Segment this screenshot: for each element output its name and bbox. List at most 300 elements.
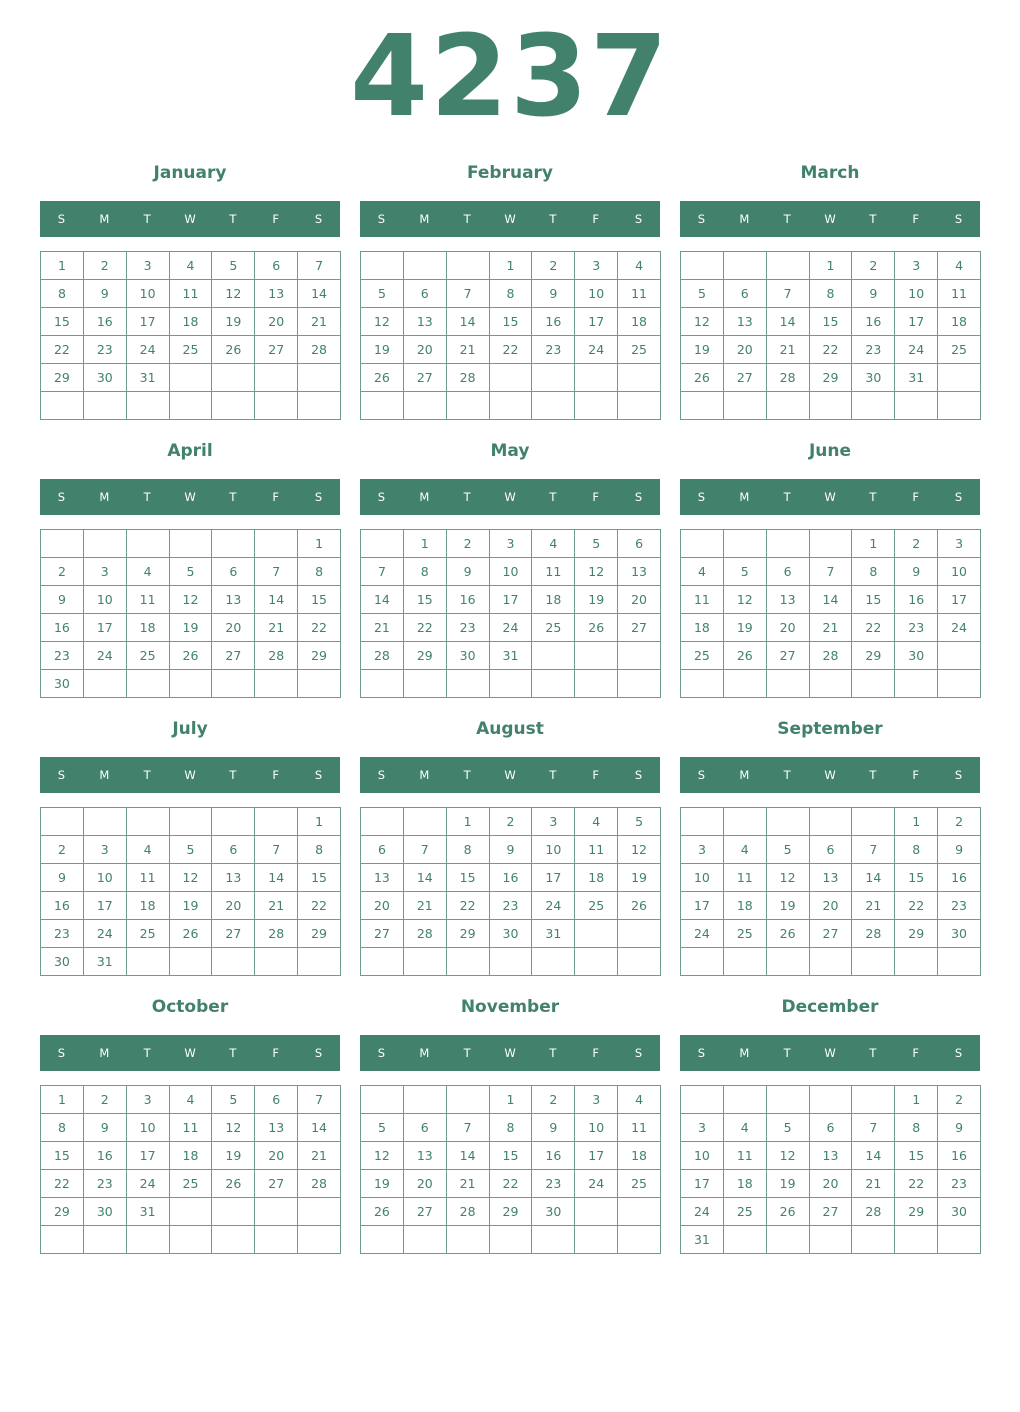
- weekday-label: M: [99, 490, 110, 504]
- day-cell: 26: [170, 642, 213, 670]
- day-cell: 21: [255, 614, 298, 642]
- day-cell: 13: [404, 1142, 447, 1170]
- day-cell: 15: [447, 864, 490, 892]
- weekday-label: S: [377, 1046, 386, 1060]
- weekday-label: M: [99, 212, 110, 226]
- day-cell: 12: [212, 280, 255, 308]
- day-cell: 20: [212, 614, 255, 642]
- day-cell: 30: [490, 920, 533, 948]
- day-cell: 8: [895, 1114, 938, 1142]
- empty-day-cell: [298, 948, 341, 976]
- day-cell: 3: [84, 558, 127, 586]
- day-cell: 19: [361, 336, 404, 364]
- day-cell: 20: [724, 336, 767, 364]
- day-cell: 28: [255, 920, 298, 948]
- day-cell: 28: [767, 364, 810, 392]
- empty-day-cell: [490, 392, 533, 420]
- month-name: February: [466, 163, 554, 183]
- weekday-label: S: [377, 212, 386, 226]
- empty-day-cell: [404, 252, 447, 280]
- empty-day-cell: [490, 948, 533, 976]
- day-cell: 24: [84, 920, 127, 948]
- day-cell: 29: [41, 364, 84, 392]
- day-cell: 26: [361, 1198, 404, 1226]
- weekday-header: [680, 1035, 980, 1071]
- day-cell: 23: [532, 1170, 575, 1198]
- empty-day-cell: [361, 1086, 404, 1114]
- day-cell: 16: [938, 1142, 981, 1170]
- month-name: June: [808, 441, 852, 461]
- day-cell: 15: [41, 308, 84, 336]
- day-cell: 21: [404, 892, 447, 920]
- empty-day-cell: [212, 670, 255, 698]
- day-cell: 4: [127, 836, 170, 864]
- day-cell: 31: [84, 948, 127, 976]
- weekday-label: W: [184, 490, 196, 504]
- empty-day-cell: [170, 670, 213, 698]
- weekday-label: W: [824, 768, 836, 782]
- day-cell: 4: [938, 252, 981, 280]
- day-cell: 25: [724, 920, 767, 948]
- day-cell: 1: [41, 252, 84, 280]
- day-cell: 14: [361, 586, 404, 614]
- day-cell: 11: [618, 280, 661, 308]
- day-cell: 15: [41, 1142, 84, 1170]
- weekday-label: F: [272, 1046, 280, 1060]
- empty-day-cell: [84, 808, 127, 836]
- day-cell: 31: [681, 1226, 724, 1254]
- day-cell: 9: [41, 586, 84, 614]
- empty-day-cell: [575, 670, 618, 698]
- day-cell: 14: [255, 586, 298, 614]
- day-cell: 10: [127, 280, 170, 308]
- day-cell: 18: [724, 892, 767, 920]
- empty-day-cell: [255, 808, 298, 836]
- day-cell: 9: [84, 1114, 127, 1142]
- day-cell: 4: [681, 558, 724, 586]
- weekday-label: S: [57, 1046, 66, 1060]
- weekday-label: T: [549, 1046, 557, 1060]
- day-grid: [40, 251, 341, 420]
- day-cell: 28: [298, 1170, 341, 1198]
- day-cell: 28: [447, 364, 490, 392]
- day-cell: 12: [212, 1114, 255, 1142]
- day-cell: 17: [938, 586, 981, 614]
- day-cell: 15: [852, 586, 895, 614]
- day-cell: 12: [361, 308, 404, 336]
- day-cell: 16: [84, 1142, 127, 1170]
- day-cell: 20: [618, 586, 661, 614]
- day-grid: [40, 807, 341, 976]
- day-cell: 15: [404, 586, 447, 614]
- day-cell: 2: [490, 808, 533, 836]
- day-cell: 5: [212, 252, 255, 280]
- empty-day-cell: [361, 670, 404, 698]
- empty-day-cell: [575, 1198, 618, 1226]
- empty-day-cell: [681, 392, 724, 420]
- day-cell: 13: [255, 1114, 298, 1142]
- day-cell: 27: [212, 920, 255, 948]
- empty-day-cell: [447, 1226, 490, 1254]
- weekday-label: T: [783, 212, 791, 226]
- day-cell: 27: [724, 364, 767, 392]
- day-cell: 6: [255, 1086, 298, 1114]
- day-cell: 17: [84, 614, 127, 642]
- empty-day-cell: [170, 364, 213, 392]
- empty-day-cell: [724, 392, 767, 420]
- day-cell: 20: [255, 1142, 298, 1170]
- empty-day-cell: [895, 1226, 938, 1254]
- day-cell: 6: [810, 1114, 853, 1142]
- day-cell: 23: [532, 336, 575, 364]
- weekday-label: S: [314, 490, 323, 504]
- day-cell: 4: [724, 1114, 767, 1142]
- day-cell: 28: [447, 1198, 490, 1226]
- day-cell: 22: [298, 614, 341, 642]
- day-cell: 13: [618, 558, 661, 586]
- day-cell: 10: [532, 836, 575, 864]
- empty-day-cell: [84, 530, 127, 558]
- empty-day-cell: [618, 364, 661, 392]
- empty-day-cell: [170, 1226, 213, 1254]
- day-cell: 5: [724, 558, 767, 586]
- day-cell: 12: [767, 1142, 810, 1170]
- empty-day-cell: [810, 948, 853, 976]
- weekday-label: S: [697, 768, 706, 782]
- empty-day-cell: [767, 252, 810, 280]
- day-cell: 3: [681, 836, 724, 864]
- day-cell: 24: [127, 336, 170, 364]
- day-cell: 10: [681, 1142, 724, 1170]
- empty-day-cell: [618, 1198, 661, 1226]
- day-cell: 10: [938, 558, 981, 586]
- day-cell: 17: [681, 892, 724, 920]
- empty-day-cell: [490, 364, 533, 392]
- day-cell: 22: [447, 892, 490, 920]
- day-cell: 21: [361, 614, 404, 642]
- day-cell: 11: [938, 280, 981, 308]
- day-cell: 11: [127, 586, 170, 614]
- empty-day-cell: [681, 1086, 724, 1114]
- day-cell: 23: [938, 892, 981, 920]
- day-cell: 26: [767, 1198, 810, 1226]
- day-cell: 17: [681, 1170, 724, 1198]
- day-cell: 16: [447, 586, 490, 614]
- day-cell: 9: [84, 280, 127, 308]
- empty-day-cell: [618, 642, 661, 670]
- day-cell: 7: [361, 558, 404, 586]
- day-cell: 29: [298, 920, 341, 948]
- day-cell: 24: [575, 336, 618, 364]
- day-cell: 24: [84, 642, 127, 670]
- day-cell: 26: [724, 642, 767, 670]
- month-name: July: [172, 719, 208, 739]
- weekday-label: W: [184, 768, 196, 782]
- day-cell: 1: [490, 1086, 533, 1114]
- empty-day-cell: [255, 670, 298, 698]
- empty-day-cell: [298, 1226, 341, 1254]
- empty-day-cell: [84, 670, 127, 698]
- empty-day-cell: [724, 252, 767, 280]
- day-cell: 24: [490, 614, 533, 642]
- empty-day-cell: [810, 530, 853, 558]
- day-cell: 30: [84, 1198, 127, 1226]
- day-cell: 9: [852, 280, 895, 308]
- day-cell: 14: [852, 864, 895, 892]
- day-cell: 28: [255, 642, 298, 670]
- day-cell: 4: [532, 530, 575, 558]
- day-cell: 22: [810, 336, 853, 364]
- day-cell: 6: [767, 558, 810, 586]
- day-cell: 25: [724, 1198, 767, 1226]
- day-cell: 23: [490, 892, 533, 920]
- empty-day-cell: [361, 392, 404, 420]
- day-cell: 12: [724, 586, 767, 614]
- empty-day-cell: [170, 948, 213, 976]
- day-cell: 27: [361, 920, 404, 948]
- empty-day-cell: [938, 392, 981, 420]
- weekday-header: [360, 201, 660, 237]
- day-cell: 1: [490, 252, 533, 280]
- empty-day-cell: [361, 1226, 404, 1254]
- empty-day-cell: [298, 364, 341, 392]
- weekday-header: [40, 757, 340, 793]
- weekday-label: T: [869, 768, 877, 782]
- day-cell: 16: [895, 586, 938, 614]
- day-cell: 23: [41, 920, 84, 948]
- day-cell: 1: [895, 808, 938, 836]
- day-cell: 7: [298, 252, 341, 280]
- day-cell: 5: [681, 280, 724, 308]
- month-name: May: [490, 441, 530, 461]
- day-cell: 20: [810, 892, 853, 920]
- day-cell: 6: [404, 280, 447, 308]
- day-cell: 19: [575, 586, 618, 614]
- empty-day-cell: [170, 1198, 213, 1226]
- empty-day-cell: [361, 948, 404, 976]
- day-cell: 1: [404, 530, 447, 558]
- empty-day-cell: [810, 808, 853, 836]
- day-cell: 2: [532, 1086, 575, 1114]
- day-cell: 20: [767, 614, 810, 642]
- empty-day-cell: [255, 392, 298, 420]
- weekday-label: F: [272, 212, 280, 226]
- empty-day-cell: [404, 1086, 447, 1114]
- day-cell: 1: [447, 808, 490, 836]
- day-cell: 21: [298, 308, 341, 336]
- day-cell: 1: [298, 808, 341, 836]
- day-cell: 25: [618, 1170, 661, 1198]
- day-cell: 14: [447, 308, 490, 336]
- day-cell: 15: [895, 1142, 938, 1170]
- day-cell: 12: [170, 864, 213, 892]
- day-cell: 16: [490, 864, 533, 892]
- empty-day-cell: [852, 670, 895, 698]
- empty-day-cell: [298, 392, 341, 420]
- day-cell: 3: [84, 836, 127, 864]
- day-cell: 31: [532, 920, 575, 948]
- month-name: January: [153, 163, 227, 183]
- day-cell: 18: [170, 1142, 213, 1170]
- day-cell: 25: [127, 642, 170, 670]
- day-cell: 28: [404, 920, 447, 948]
- day-cell: 13: [810, 1142, 853, 1170]
- weekday-label: S: [697, 490, 706, 504]
- day-cell: 13: [767, 586, 810, 614]
- day-cell: 7: [852, 1114, 895, 1142]
- empty-day-cell: [212, 364, 255, 392]
- weekday-label: S: [314, 212, 323, 226]
- day-cell: 26: [212, 1170, 255, 1198]
- day-cell: 19: [681, 336, 724, 364]
- day-cell: 18: [681, 614, 724, 642]
- day-cell: 27: [404, 1198, 447, 1226]
- day-cell: 27: [255, 1170, 298, 1198]
- day-grid: [360, 807, 661, 976]
- day-cell: 7: [298, 1086, 341, 1114]
- weekday-label: T: [783, 1046, 791, 1060]
- day-cell: 14: [767, 308, 810, 336]
- weekday-label: F: [912, 490, 920, 504]
- weekday-label: M: [419, 212, 430, 226]
- empty-day-cell: [895, 670, 938, 698]
- day-cell: 16: [41, 614, 84, 642]
- empty-day-cell: [724, 1226, 767, 1254]
- day-cell: 2: [41, 836, 84, 864]
- empty-day-cell: [41, 392, 84, 420]
- day-cell: 8: [895, 836, 938, 864]
- weekday-label: T: [143, 212, 151, 226]
- day-cell: 30: [84, 364, 127, 392]
- day-cell: 10: [575, 1114, 618, 1142]
- day-cell: 29: [810, 364, 853, 392]
- day-cell: 10: [84, 864, 127, 892]
- weekday-label: T: [229, 490, 237, 504]
- day-cell: 2: [447, 530, 490, 558]
- day-cell: 9: [532, 1114, 575, 1142]
- day-cell: 5: [170, 836, 213, 864]
- day-cell: 26: [575, 614, 618, 642]
- day-cell: 7: [852, 836, 895, 864]
- day-cell: 30: [938, 920, 981, 948]
- day-cell: 17: [490, 586, 533, 614]
- day-cell: 27: [767, 642, 810, 670]
- day-cell: 2: [895, 530, 938, 558]
- weekday-label: S: [634, 768, 643, 782]
- day-cell: 22: [41, 336, 84, 364]
- day-cell: 1: [41, 1086, 84, 1114]
- empty-day-cell: [852, 948, 895, 976]
- day-cell: 19: [212, 1142, 255, 1170]
- weekday-label: F: [592, 1046, 600, 1060]
- empty-day-cell: [255, 1198, 298, 1226]
- weekday-label: F: [592, 212, 600, 226]
- weekday-header: [680, 201, 980, 237]
- empty-day-cell: [41, 1226, 84, 1254]
- day-cell: 2: [852, 252, 895, 280]
- day-cell: 4: [724, 836, 767, 864]
- day-cell: 21: [447, 1170, 490, 1198]
- weekday-label: T: [869, 490, 877, 504]
- day-cell: 29: [895, 920, 938, 948]
- day-cell: 17: [895, 308, 938, 336]
- day-cell: 22: [298, 892, 341, 920]
- weekday-label: T: [549, 212, 557, 226]
- day-cell: 9: [938, 1114, 981, 1142]
- day-cell: 5: [767, 1114, 810, 1142]
- day-cell: 7: [255, 558, 298, 586]
- empty-day-cell: [767, 392, 810, 420]
- month-name: November: [460, 997, 560, 1017]
- empty-day-cell: [212, 1198, 255, 1226]
- day-cell: 25: [938, 336, 981, 364]
- day-cell: 10: [895, 280, 938, 308]
- weekday-label: W: [504, 212, 516, 226]
- weekday-label: T: [143, 768, 151, 782]
- day-cell: 8: [810, 280, 853, 308]
- empty-day-cell: [127, 808, 170, 836]
- day-cell: 28: [361, 642, 404, 670]
- weekday-label: W: [504, 768, 516, 782]
- day-cell: 31: [127, 1198, 170, 1226]
- day-cell: 17: [127, 308, 170, 336]
- empty-day-cell: [618, 920, 661, 948]
- day-cell: 6: [361, 836, 404, 864]
- empty-day-cell: [767, 808, 810, 836]
- day-cell: 23: [84, 1170, 127, 1198]
- empty-day-cell: [724, 1086, 767, 1114]
- day-cell: 17: [575, 308, 618, 336]
- day-cell: 10: [490, 558, 533, 586]
- day-cell: 13: [404, 308, 447, 336]
- empty-day-cell: [810, 1226, 853, 1254]
- day-cell: 19: [170, 614, 213, 642]
- empty-day-cell: [447, 948, 490, 976]
- day-cell: 13: [810, 864, 853, 892]
- day-cell: 21: [447, 336, 490, 364]
- day-cell: 18: [724, 1170, 767, 1198]
- day-cell: 24: [681, 920, 724, 948]
- empty-day-cell: [255, 1226, 298, 1254]
- day-cell: 7: [404, 836, 447, 864]
- weekday-label: S: [57, 490, 66, 504]
- day-cell: 5: [170, 558, 213, 586]
- weekday-label: F: [592, 768, 600, 782]
- day-cell: 12: [681, 308, 724, 336]
- empty-day-cell: [852, 392, 895, 420]
- empty-day-cell: [810, 670, 853, 698]
- day-grid: [360, 529, 661, 698]
- empty-day-cell: [575, 920, 618, 948]
- weekday-header: [40, 479, 340, 515]
- weekday-label: M: [739, 490, 750, 504]
- day-cell: 22: [895, 892, 938, 920]
- day-cell: 25: [532, 614, 575, 642]
- empty-day-cell: [938, 364, 981, 392]
- empty-day-cell: [532, 392, 575, 420]
- day-cell: 3: [895, 252, 938, 280]
- empty-day-cell: [447, 1086, 490, 1114]
- day-cell: 29: [41, 1198, 84, 1226]
- day-cell: 24: [575, 1170, 618, 1198]
- day-cell: 16: [84, 308, 127, 336]
- day-cell: 24: [938, 614, 981, 642]
- day-cell: 8: [41, 1114, 84, 1142]
- weekday-label: M: [739, 212, 750, 226]
- empty-day-cell: [490, 1226, 533, 1254]
- day-cell: 18: [170, 308, 213, 336]
- day-cell: 14: [298, 280, 341, 308]
